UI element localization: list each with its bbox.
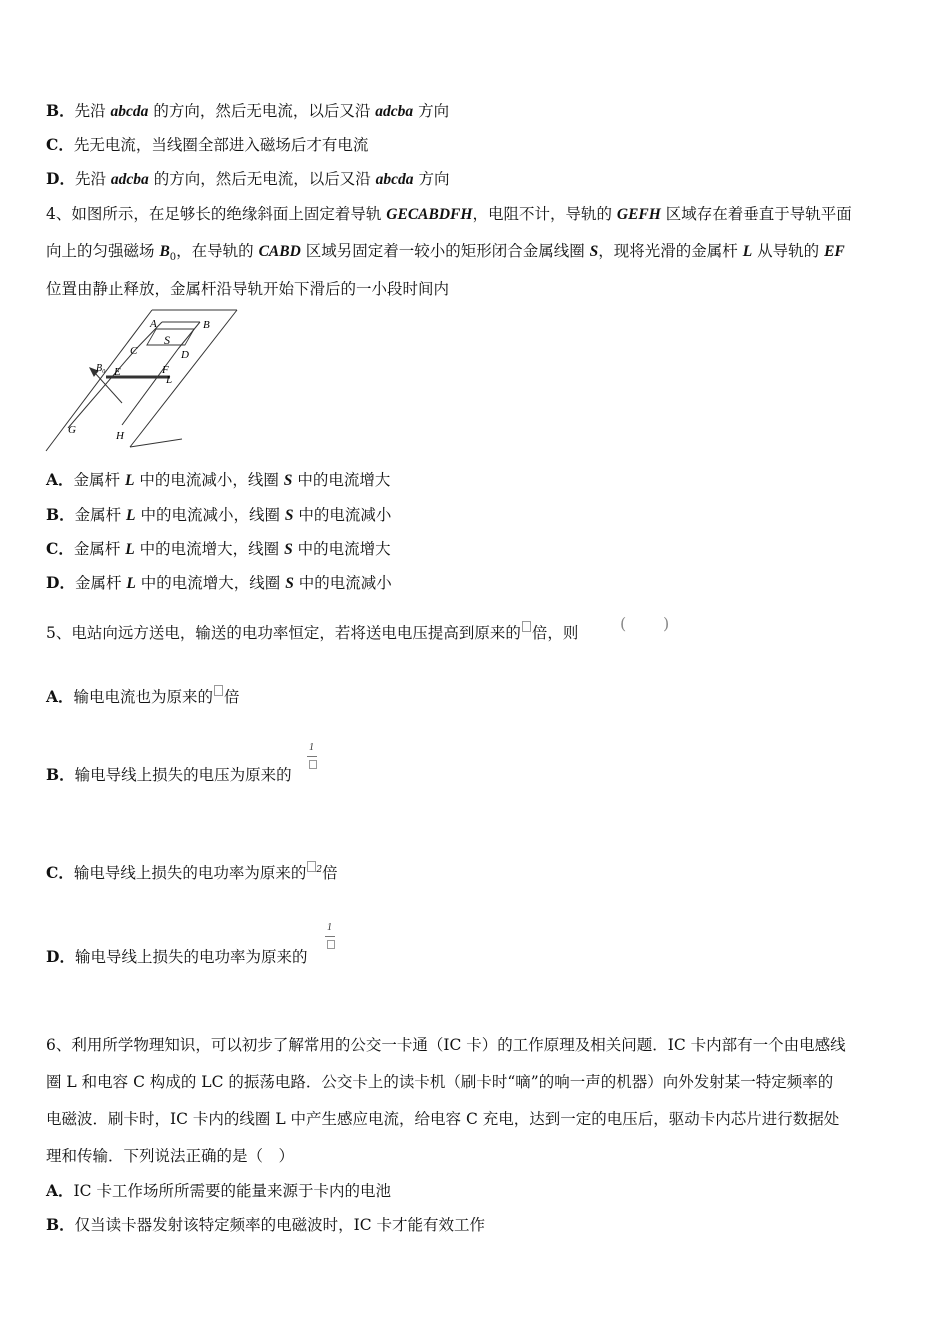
q5-option-d: D．输电导线上损失的电功率为原来的: [46, 947, 308, 966]
fraction-bar: [307, 756, 317, 757]
q6-stem-line-3: 电磁波．刷卡时，IC 卡内的线圈 L 中产生感应电流，给电容 C 充电，达到一定的电压后，驱动卡内芯片进行数据处: [46, 1110, 840, 1128]
fig-label-d: D: [181, 349, 189, 361]
q3-option-b: B．先沿 abcda 的方向，然后无电流，以后又沿 adcba 方向: [46, 101, 450, 120]
fig-label-g: G: [68, 424, 76, 436]
fig-label-b0: B₀: [96, 363, 106, 374]
q4-stem-line-3: 位置由静止释放，金属杆沿导轨开始下滑后的一小段时间内: [46, 280, 450, 298]
q5-option-a: A．输电电流也为原来的 倍: [46, 687, 240, 706]
fig-label-f: F: [162, 364, 169, 376]
q4-option-d: D．金属杆 L 中的电流增大，线圈 S 中的电流减小: [46, 573, 392, 592]
fraction-numerator: 1: [327, 922, 332, 933]
fraction-bar: [325, 936, 335, 937]
formula-placeholder-n: [214, 685, 223, 696]
q3-option-d: D．先沿 adcba 的方向，然后无电流，以后又沿 abcda 方向: [46, 169, 450, 188]
formula-placeholder-n: [309, 760, 317, 769]
fig-label-a: A: [150, 318, 157, 330]
q4-stem-line-1: 4、如图所示，在足够长的绝缘斜面上固定着导轨 GECABDFH，电阻不计，导轨的 GEFH 区域存在着垂直于导轨平面: [46, 205, 852, 223]
q5-answer-paren-right: ): [663, 614, 670, 633]
q6-stem-line-2: 圈 L 和电容 C 构成的 LC 的振荡电路．公交卡上的读卡机（刷卡时“嘀”的响一声的机器）向外发射某一特定频率的: [46, 1073, 834, 1091]
formula-placeholder-n: [522, 621, 531, 632]
q5-stem: 5、电站向远方送电，输送的电功率恒定，若将送电电压提高到原来的 倍，则: [46, 621, 578, 643]
fig-label-l: L: [166, 374, 173, 386]
q6-option-b: B．仅当读卡器发射该特定频率的电磁波时，IC 卡才能有效工作: [46, 1215, 486, 1234]
fig-label-e: E: [114, 366, 121, 378]
formula-placeholder-n: [307, 861, 316, 872]
fraction-numerator: 1: [309, 742, 314, 753]
q5-option-b: B．输电导线上损失的电压为原来的: [46, 765, 292, 784]
q5-answer-paren-left: (: [620, 614, 627, 633]
q5-option-c: C．输电导线上损失的电功率为原来的 $^2$倍: [46, 863, 338, 883]
q3-option-c: C．先无电流，当线圈全部进入磁场后才有电流: [46, 135, 369, 154]
fig-label-h: H: [116, 430, 124, 442]
fig-label-c: C: [130, 345, 138, 357]
formula-placeholder-n: [327, 940, 335, 949]
q6-stem-line-4: 理和传输．下列说法正确的是（ ）: [46, 1147, 295, 1165]
q6-stem-line-1: 6、利用所学物理知识，可以初步了解常用的公交一卡通（IC 卡）的工作原理及相关问题．IC 卡内部有一个由电感线: [46, 1036, 846, 1054]
fig-label-s: S: [164, 333, 170, 347]
q4-option-b: B．金属杆 L 中的电流减小，线圈 S 中的电流减小: [46, 505, 392, 524]
q6-option-a: A．IC 卡工作场所所需要的能量来源于卡内的电池: [46, 1181, 391, 1200]
q4-stem-line-2: 向上的匀强磁场 $B_0$，在导轨的 CABD 区域另固定着一较小的矩形闭合金属线圈 S，现将光滑的金属杆 L 从导轨的 EF: [46, 242, 845, 264]
q4-rail-figure: [40, 305, 250, 457]
fig-label-b: B: [203, 319, 210, 331]
q4-option-a: A．金属杆 L 中的电流减小，线圈 S 中的电流增大: [46, 470, 391, 489]
q4-option-c: C．金属杆 L 中的电流增大，线圈 S 中的电流增大: [46, 539, 391, 558]
